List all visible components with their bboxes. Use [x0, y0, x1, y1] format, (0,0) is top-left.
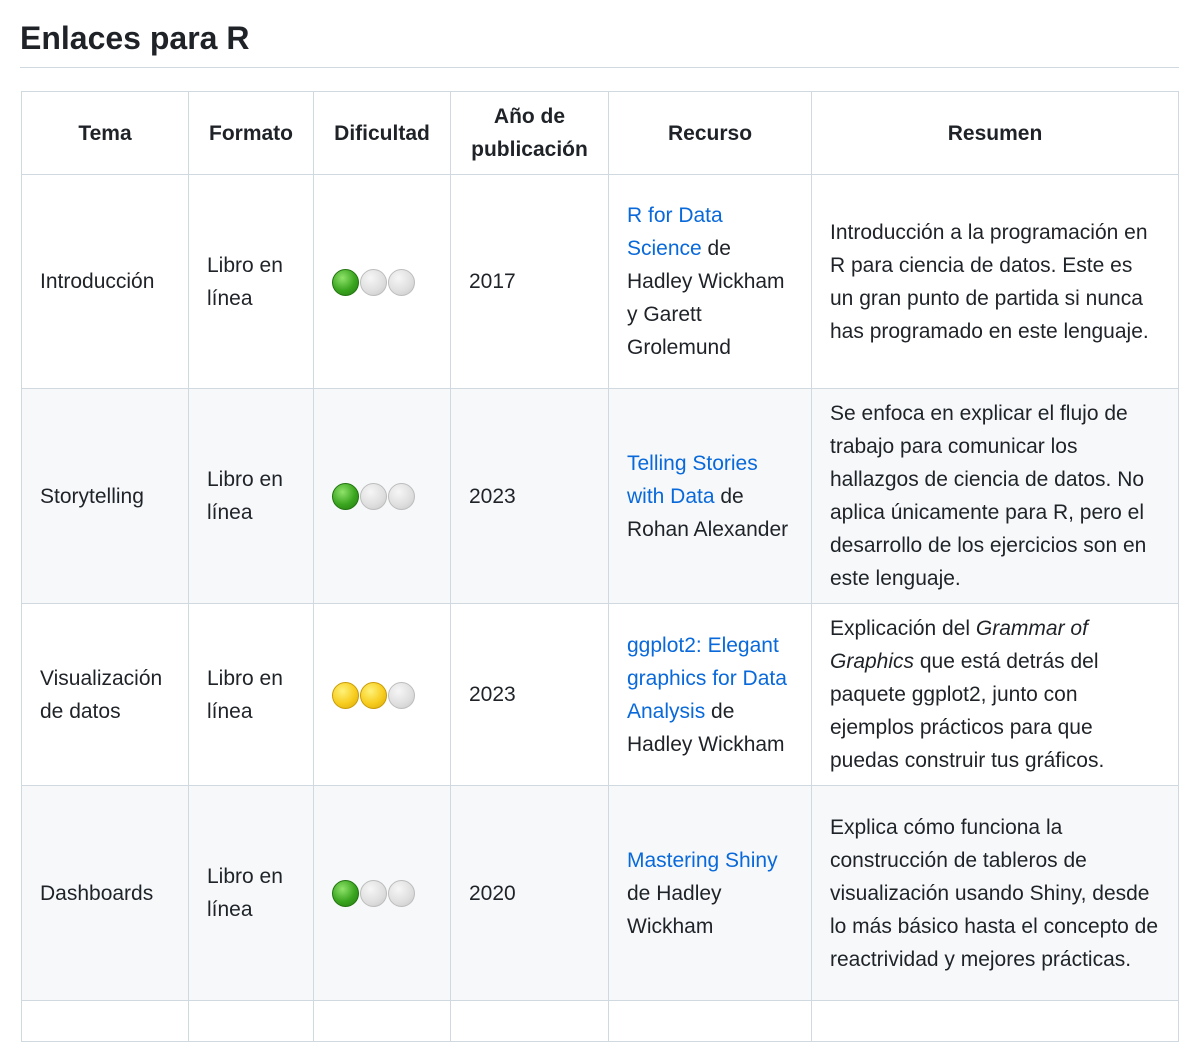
table-header-row	[22, 92, 1179, 175]
table-row-partial	[22, 1001, 1179, 1042]
difficulty-dot-empty-icon	[360, 483, 387, 510]
summary-text: Explica cómo funciona la construcción de tableros de visualización usando Shiny, desde lo más básico hasta el concepto de reactrividad y mejores prácticas.	[830, 815, 1159, 971]
table-row	[22, 175, 1179, 389]
header-tema: Tema	[22, 92, 189, 175]
cell-tema: Visualización de datos	[22, 604, 189, 786]
difficulty-dot-empty-icon	[388, 682, 415, 709]
header-formato: Formato	[189, 92, 314, 175]
resource-link[interactable]: R for Data Science	[627, 204, 723, 260]
resource-author: de Hadley Wickham y Garett Grolemund	[627, 237, 785, 359]
resource-link[interactable]: ggplot2: Elegant graphics for Data Analysis	[627, 633, 787, 723]
cell-anio: 2023	[451, 389, 609, 604]
table-row	[22, 786, 1179, 1001]
summary-text: Se enfoca en explicar el flujo de trabajo para comunicar los hallazgos de ciencia de datos. No aplica únicamente para R, pero el desarrollo de los ejercicios son en este lenguaje.	[830, 402, 1147, 590]
cell-dificultad	[314, 786, 451, 1001]
difficulty-dot-green-icon	[332, 269, 359, 296]
table-row	[22, 389, 1179, 604]
difficulty-indicator	[332, 880, 415, 907]
cell-recurso	[609, 786, 812, 1001]
difficulty-indicator	[332, 269, 415, 296]
cell-tema: Storytelling	[22, 389, 189, 604]
header-dificultad: Dificultad	[314, 92, 451, 175]
cell-recurso	[609, 389, 812, 604]
difficulty-dot-empty-icon	[360, 880, 387, 907]
difficulty-dot-yellow-icon	[332, 682, 359, 709]
resources-table	[21, 91, 1179, 1042]
cell-empty	[812, 1001, 1179, 1042]
cell-formato: Libro en línea	[189, 175, 314, 389]
difficulty-dot-empty-icon	[388, 269, 415, 296]
cell-formato: Libro en línea	[189, 389, 314, 604]
resource-author: de Hadley Wickham	[627, 699, 785, 756]
cell-anio: 2020	[451, 786, 609, 1001]
difficulty-indicator	[332, 682, 415, 709]
cell-resumen	[812, 786, 1179, 1001]
page-title: Enlaces para R	[20, 20, 250, 56]
resource-author: de Rohan Alexander	[627, 484, 789, 541]
cell-dificultad	[314, 175, 451, 389]
summary-text: Introducción a la programación en R para ciencia de datos. Este es un gran punto de partida si nunca has programado en este lenguaje.	[830, 220, 1149, 343]
difficulty-dot-yellow-icon	[360, 682, 387, 709]
summary-text-cont: que está detrás del paquete ggplot2, junto con ejemplos prácticos para que puedas construir tus gráficos.	[830, 650, 1105, 772]
cell-formato: Libro en línea	[189, 786, 314, 1001]
difficulty-dot-green-icon	[332, 483, 359, 510]
cell-anio: 2023	[451, 604, 609, 786]
cell-empty	[189, 1001, 314, 1042]
cell-formato: Libro en línea	[189, 604, 314, 786]
header-recurso: Recurso	[609, 92, 812, 175]
summary-emphasis: Grammar of Graphics	[830, 617, 1088, 673]
difficulty-dot-empty-icon	[388, 880, 415, 907]
cell-empty	[451, 1001, 609, 1042]
cell-recurso	[609, 604, 812, 786]
summary-text: Explicación del	[830, 617, 976, 640]
resource-link[interactable]: Telling Stories with Data	[627, 451, 758, 508]
cell-dificultad	[314, 604, 451, 786]
header-resumen: Resumen	[812, 92, 1179, 175]
cell-recurso	[609, 175, 812, 389]
resource-author: de Hadley Wickham	[627, 881, 722, 938]
cell-tema: Introducción	[22, 175, 189, 389]
header-anio: Año de publicación	[451, 92, 609, 175]
cell-resumen	[812, 389, 1179, 604]
cell-resumen	[812, 175, 1179, 389]
cell-anio: 2017	[451, 175, 609, 389]
cell-resumen	[812, 604, 1179, 786]
cell-empty	[22, 1001, 189, 1042]
heading-divider	[20, 67, 1179, 68]
cell-empty	[314, 1001, 451, 1042]
table-row	[22, 604, 1179, 786]
cell-tema: Dashboards	[22, 786, 189, 1001]
resource-link[interactable]: Mastering Shiny	[627, 848, 778, 872]
difficulty-dot-empty-icon	[388, 483, 415, 510]
cell-dificultad	[314, 389, 451, 604]
cell-empty	[609, 1001, 812, 1042]
difficulty-indicator	[332, 483, 415, 510]
difficulty-dot-green-icon	[332, 880, 359, 907]
difficulty-dot-empty-icon	[360, 269, 387, 296]
